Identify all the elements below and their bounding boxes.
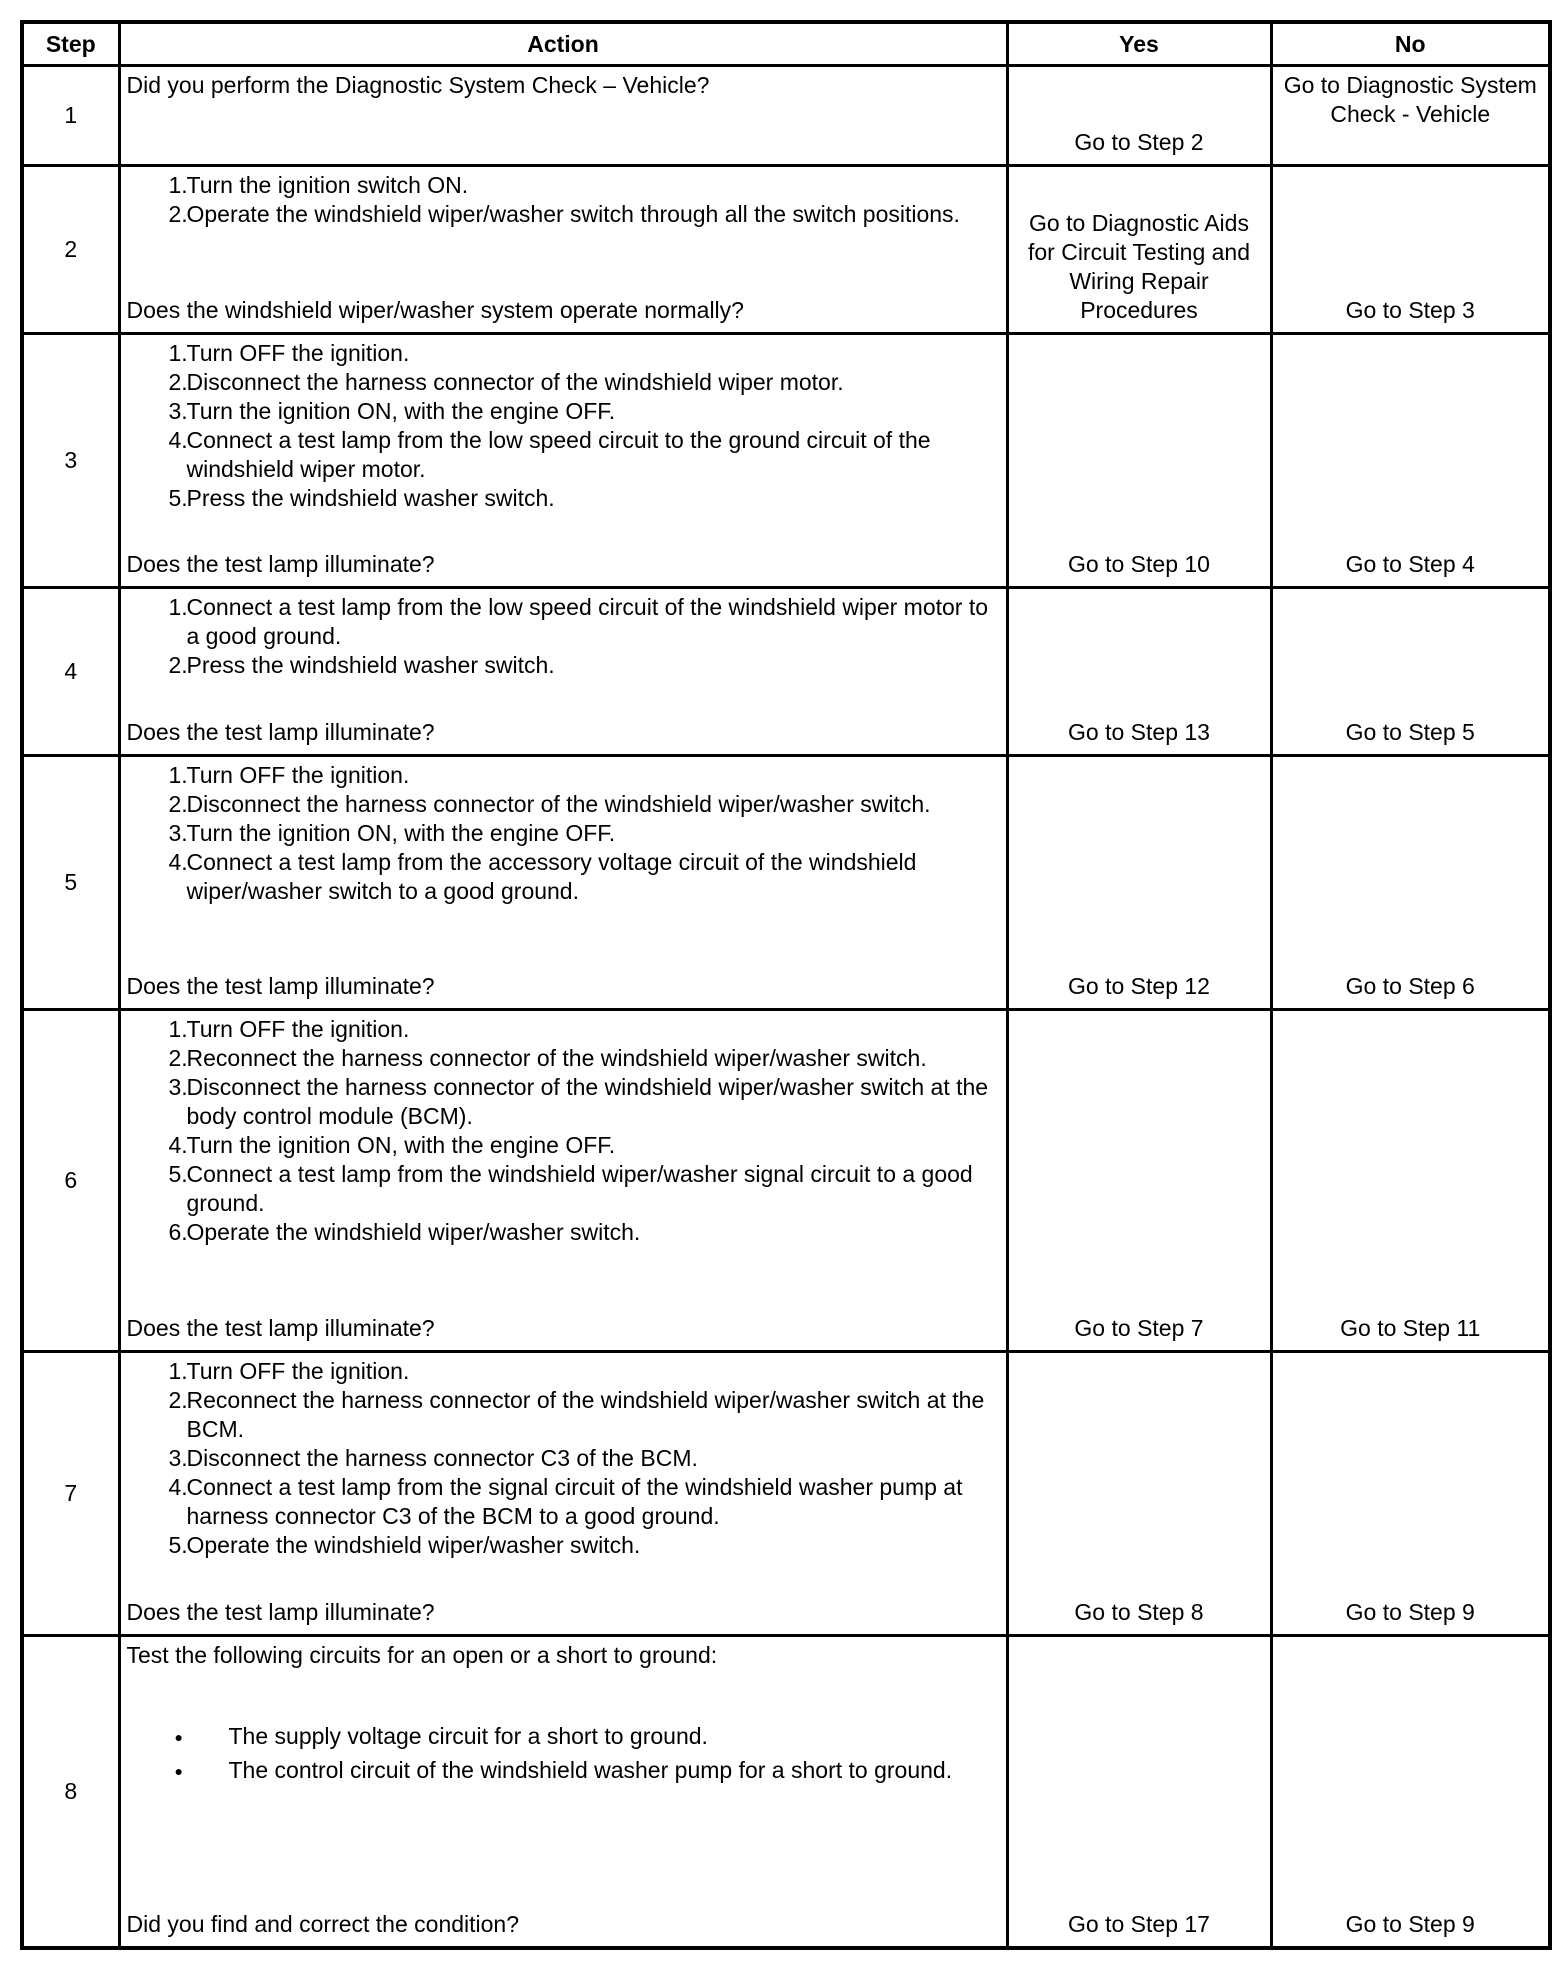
list-item xyxy=(127,1444,1002,1473)
header-no: No xyxy=(1271,22,1550,66)
action-instructions xyxy=(127,171,1002,229)
yes-outcome: Go to Step 17 xyxy=(1068,1911,1210,1937)
yes-outcome: Go to Step 8 xyxy=(1074,1599,1204,1625)
list-item xyxy=(127,1218,1002,1247)
yes-outcome: Go to Diagnostic Aids for Circuit Testing and Wiring Repair Procedures xyxy=(1027,210,1250,323)
step-number: 1 xyxy=(22,66,119,166)
no-outcome: Go to Step 9 xyxy=(1345,1911,1475,1937)
list-text: Turn OFF the ignition. xyxy=(186,1016,410,1042)
yes-outcome: Go to Step 10 xyxy=(1068,551,1210,577)
list-number: 2. xyxy=(168,791,188,817)
no-cell xyxy=(1271,166,1550,334)
list-text: Connect a test lamp from the windshield wiper/washer signal circuit to a good ground. xyxy=(186,1161,973,1216)
action-cell xyxy=(119,1636,1007,1948)
header-row xyxy=(22,22,1550,66)
numbered-list xyxy=(127,339,1002,513)
list-text: Reconnect the harness connector of the windshield wiper/washer switch at the BCM. xyxy=(186,1387,985,1442)
step-number: 4 xyxy=(22,588,119,756)
action-instructions xyxy=(127,761,1002,906)
list-text: Turn the ignition ON, with the engine OFF. xyxy=(186,398,616,424)
action-question: Does the windshield wiper/washer system operate normally? xyxy=(126,297,744,323)
action-instructions xyxy=(127,1015,1002,1247)
no-outcome: Go to Step 3 xyxy=(1345,297,1475,323)
action-instructions xyxy=(127,1357,1002,1560)
list-text: Disconnect the harness connector of the windshield wiper motor. xyxy=(186,369,844,395)
header-yes: Yes xyxy=(1007,22,1271,66)
table-row xyxy=(22,588,1550,756)
list-item xyxy=(127,368,1002,397)
list-number: 3. xyxy=(168,1445,188,1471)
yes-cell xyxy=(1007,166,1271,334)
list-number: 1. xyxy=(168,1358,188,1384)
no-cell xyxy=(1271,66,1550,166)
numbered-list xyxy=(127,1357,1002,1560)
list-number: 3. xyxy=(168,1074,188,1100)
list-item xyxy=(127,1473,1002,1531)
list-item xyxy=(127,339,1002,368)
no-outcome: Go to Step 4 xyxy=(1345,551,1475,577)
list-number: 4. xyxy=(168,849,188,875)
action-question: Did you find and correct the condition? xyxy=(126,1911,520,1937)
table-body xyxy=(22,66,1550,1948)
no-outcome: Go to Step 5 xyxy=(1345,719,1475,745)
action-instructions xyxy=(127,1641,1002,1790)
step-number: 8 xyxy=(22,1636,119,1948)
list-item xyxy=(127,200,1002,229)
diagnostic-table-page xyxy=(20,20,1548,1964)
list-item xyxy=(127,484,1002,513)
action-question: Did you perform the Diagnostic System Check – Vehicle? xyxy=(126,72,710,98)
list-text: Turn the ignition ON, with the engine OFF. xyxy=(186,1132,616,1158)
no-cell xyxy=(1271,588,1550,756)
action-cell xyxy=(119,1352,1007,1636)
bullet-list xyxy=(127,1722,1002,1788)
yes-cell xyxy=(1007,1010,1271,1352)
step-number: 5 xyxy=(22,756,119,1010)
action-cell xyxy=(119,166,1007,334)
list-number: 2. xyxy=(168,1387,188,1413)
list-number: 4. xyxy=(168,1132,188,1158)
no-cell xyxy=(1271,756,1550,1010)
list-number: 5. xyxy=(168,1161,188,1187)
bullet-icon xyxy=(127,1756,229,1788)
numbered-list xyxy=(127,1015,1002,1247)
action-cell xyxy=(119,66,1007,166)
numbered-list xyxy=(127,593,1002,680)
table-row xyxy=(22,1352,1550,1636)
list-number: 5. xyxy=(168,485,188,511)
list-item xyxy=(127,426,1002,484)
table-row xyxy=(22,66,1550,166)
list-item xyxy=(127,1015,1002,1044)
action-content xyxy=(127,1015,1002,1343)
no-outcome: Go to Diagnostic System Check - Vehicle xyxy=(1283,72,1537,127)
list-text: Press the windshield washer switch. xyxy=(186,652,555,678)
list-text: Press the windshield washer switch. xyxy=(186,485,555,511)
no-cell xyxy=(1271,1010,1550,1352)
list-number: 4. xyxy=(168,1474,188,1500)
header-step: Step xyxy=(22,22,119,66)
step-number: 7 xyxy=(22,1352,119,1636)
list-text: Connect a test lamp from the accessory voltage circuit of the windshield wiper/washer switch to a good ground. xyxy=(186,849,917,904)
list-number: 1. xyxy=(168,594,188,620)
list-text: Operate the windshield wiper/washer switch. xyxy=(186,1219,641,1245)
action-content xyxy=(127,1641,1002,1939)
diagnostic-table xyxy=(20,20,1552,1950)
no-cell xyxy=(1271,334,1550,588)
list-item xyxy=(127,790,1002,819)
list-item xyxy=(127,1386,1002,1444)
list-item xyxy=(127,397,1002,426)
action-intro: Test the following circuits for an open or a short to ground: xyxy=(126,1642,718,1668)
yes-cell xyxy=(1007,66,1271,166)
action-instructions xyxy=(127,339,1002,513)
list-item xyxy=(127,1160,1002,1218)
action-question: Does the test lamp illuminate? xyxy=(126,719,435,745)
step-number: 6 xyxy=(22,1010,119,1352)
yes-cell xyxy=(1007,334,1271,588)
list-text: Turn the ignition switch ON. xyxy=(186,172,469,198)
list-text: The supply voltage circuit for a short to ground. xyxy=(228,1723,708,1749)
table-row xyxy=(22,166,1550,334)
list-number: 1. xyxy=(168,340,188,366)
action-cell xyxy=(119,1010,1007,1352)
list-text: Reconnect the harness connector of the windshield wiper/washer switch. xyxy=(186,1045,927,1071)
list-text: Turn OFF the ignition. xyxy=(186,762,410,788)
no-cell xyxy=(1271,1352,1550,1636)
list-number: 1. xyxy=(168,762,188,788)
step-number: 2 xyxy=(22,166,119,334)
list-text: Turn the ignition ON, with the engine OFF. xyxy=(186,820,616,846)
list-item xyxy=(127,819,1002,848)
list-number: 5. xyxy=(168,1532,188,1558)
action-instructions xyxy=(127,593,1002,680)
table-row xyxy=(22,756,1550,1010)
list-text: The control circuit of the windshield washer pump for a short to ground. xyxy=(228,1757,953,1783)
no-cell xyxy=(1271,1636,1550,1948)
no-outcome: Go to Step 6 xyxy=(1345,973,1475,999)
yes-cell xyxy=(1007,1352,1271,1636)
action-cell xyxy=(119,756,1007,1010)
yes-cell xyxy=(1007,588,1271,756)
list-text: Connect a test lamp from the signal circuit of the windshield washer pump at harness connector C3 of the BCM to a good ground. xyxy=(186,1474,963,1529)
action-question: Does the test lamp illuminate? xyxy=(126,973,435,999)
numbered-list xyxy=(127,171,1002,229)
list-number: 3. xyxy=(168,820,188,846)
list-item xyxy=(127,1722,1002,1754)
list-item xyxy=(127,593,1002,651)
list-item xyxy=(127,1756,1002,1788)
yes-outcome: Go to Step 13 xyxy=(1068,719,1210,745)
list-text: Connect a test lamp from the low speed circuit to the ground circuit of the windshield wiper motor. xyxy=(186,427,931,482)
list-item xyxy=(127,651,1002,680)
list-number: 2. xyxy=(168,1045,188,1071)
list-item xyxy=(127,1357,1002,1386)
action-question: Does the test lamp illuminate? xyxy=(126,1315,435,1341)
numbered-list xyxy=(127,761,1002,906)
list-number: 2. xyxy=(168,369,188,395)
no-outcome: Go to Step 11 xyxy=(1340,1315,1481,1341)
list-number: 4. xyxy=(168,427,188,453)
list-number: 1. xyxy=(168,172,188,198)
yes-cell xyxy=(1007,756,1271,1010)
list-text: Operate the windshield wiper/washer switch. xyxy=(186,1532,641,1558)
action-content xyxy=(127,761,1002,1001)
list-item xyxy=(127,171,1002,200)
list-text: Disconnect the harness connector C3 of the BCM. xyxy=(186,1445,698,1471)
action-content xyxy=(127,71,1002,157)
list-number: 6. xyxy=(168,1219,188,1245)
list-text: Disconnect the harness connector of the windshield wiper/washer switch at the body control module (BCM). xyxy=(186,1074,989,1129)
list-text: Turn OFF the ignition. xyxy=(186,340,410,366)
yes-outcome: Go to Step 7 xyxy=(1074,1315,1204,1341)
list-text: Connect a test lamp from the low speed circuit of the windshield wiper motor to a good ground. xyxy=(186,594,989,649)
bullet-icon xyxy=(127,1722,229,1754)
list-number: 2. xyxy=(168,652,188,678)
no-outcome: Go to Step 9 xyxy=(1345,1599,1475,1625)
list-text: Disconnect the harness connector of the windshield wiper/washer switch. xyxy=(186,791,931,817)
action-cell xyxy=(119,588,1007,756)
list-item xyxy=(127,1044,1002,1073)
action-question: Does the test lamp illuminate? xyxy=(126,551,435,577)
yes-outcome: Go to Step 12 xyxy=(1068,973,1210,999)
list-number: 3. xyxy=(168,398,188,424)
list-text: Operate the windshield wiper/washer switch through all the switch positions. xyxy=(186,201,960,227)
header-action: Action xyxy=(119,22,1007,66)
action-content xyxy=(127,171,1002,325)
action-question: Does the test lamp illuminate? xyxy=(126,1599,435,1625)
step-number: 3 xyxy=(22,334,119,588)
list-number: 1. xyxy=(168,1016,188,1042)
yes-cell xyxy=(1007,1636,1271,1948)
action-content xyxy=(127,593,1002,747)
list-text: Turn OFF the ignition. xyxy=(186,1358,410,1384)
table-row xyxy=(22,1010,1550,1352)
list-item xyxy=(127,761,1002,790)
list-item xyxy=(127,1131,1002,1160)
table-row xyxy=(22,334,1550,588)
list-item xyxy=(127,848,1002,906)
action-content xyxy=(127,1357,1002,1627)
list-item xyxy=(127,1073,1002,1131)
yes-outcome: Go to Step 2 xyxy=(1074,129,1204,155)
action-cell xyxy=(119,334,1007,588)
list-number: 2. xyxy=(168,201,188,227)
table-row xyxy=(22,1636,1550,1948)
action-content xyxy=(127,339,1002,579)
list-item xyxy=(127,1531,1002,1560)
